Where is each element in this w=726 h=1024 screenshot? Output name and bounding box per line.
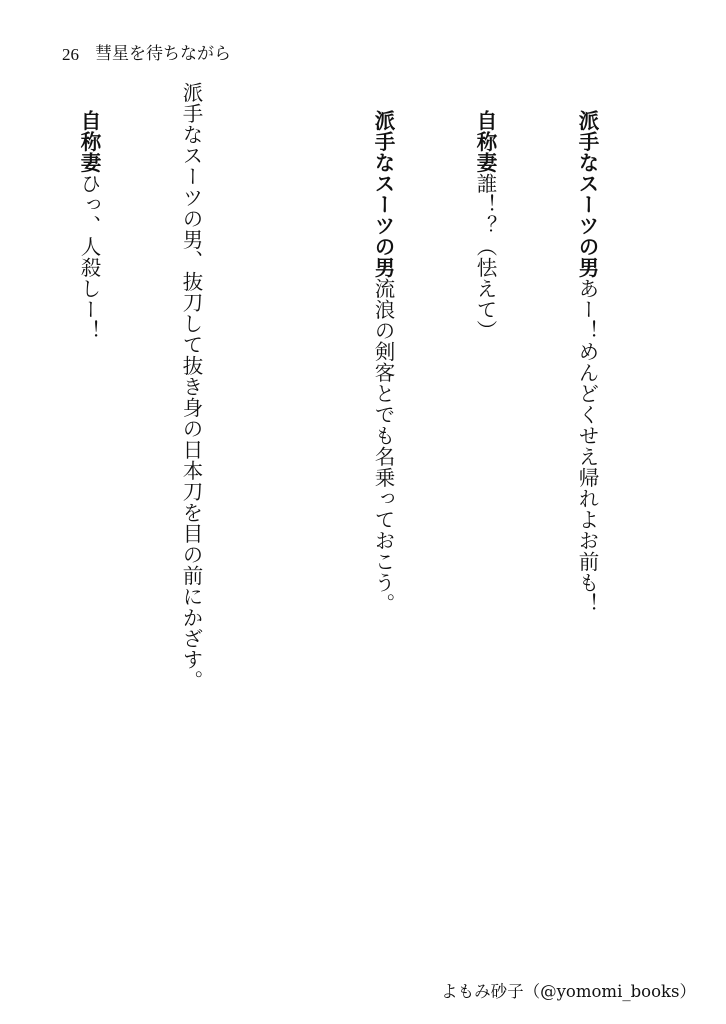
script-line [536,82,638,954]
author-credit: よもみ砂子（@yomomi_books） [441,982,696,1001]
dialogue-text: ひっ、人殺しー！ [77,173,101,342]
speaker-name: 自称妻 [77,110,101,174]
page-number: 26 [62,44,79,64]
speaker-name: 派手なスーツの男 [371,110,395,279]
script-line [332,82,434,954]
dialogue-text: 誰！？（怯えて） [473,173,497,342]
script-line [434,82,536,954]
speaker-name: 派手なスーツの男 [575,110,599,279]
speaker-name: 自称妻 [473,110,497,174]
page-title: 彗星を待ちながら [95,43,231,64]
line-gap [298,82,332,954]
page-header [62,40,231,68]
script-line [38,82,140,954]
script-body [38,82,638,954]
line-gap [140,82,174,954]
stage-direction: 派手なスーツの男、抜刀して抜き身の日本刀を目の前にかざす。 [179,82,203,691]
stage-direction [0,82,4,954]
dialogue-text: 流浪の剣客とでも名乗っておこう。 [371,278,395,615]
dialogue-text: あー！めんどくせえ帰れよお前も！ [575,278,599,615]
line-gap [4,82,38,954]
